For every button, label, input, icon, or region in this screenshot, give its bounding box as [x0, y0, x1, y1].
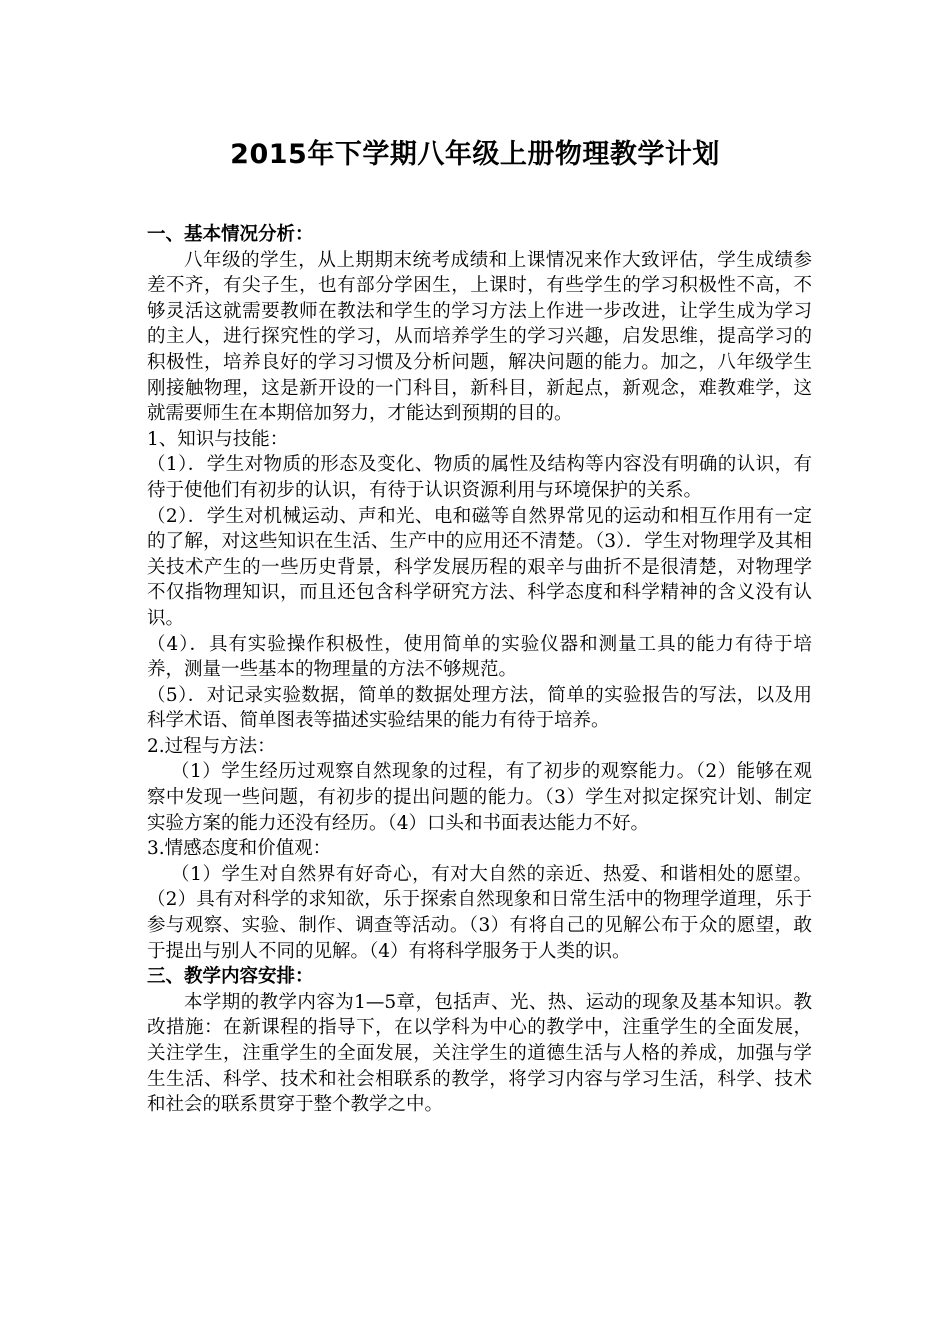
knowledge-item-5: （5）．对记录实验数据，简单的数据处理方法，简单的实验报告的写法，以及用科学术语、简单图表等描述实验结果的能力有待于培养。	[147, 684, 812, 732]
process-heading: 2.过程与方法：	[147, 735, 276, 757]
teaching-content-paragraph: 本学期的教学内容为1—5章，包括声、光、热、运动的现象及基本知识。教改措施：在新课程的指导下，在以学科为中心的教学中，注重学生的全面发展，关注学生，注重学生的全面发展，关注学生的道德生活与人格的养成，加强与学生生活、科学、技术和社会相联系的教学，将学习内容与学习生活，科学、技术和社会的联系贯穿于整个教学之中。	[147, 991, 812, 1116]
section-heading-basic-analysis: 一、基本情况分析：	[147, 224, 314, 245]
basic-analysis-paragraph: 八年级的学生，从上期期末统考成绩和上课情况来作大致评估，学生成绩参差不齐，有尖子生，也有部分学困生，上课时，有些学生的学习积极性不高，不够灵活这就需要教师在教法和学生的学习方法上作进一步改进，让学生成为学习的主人，进行探究性的学习，从而培养学生的学习兴趣，启发思维，提高学习的积极性，培养良好的学习习惯及分析问题，解决问题的能力。加之，八年级学生刚接触物理，这是新开设的一门科目，新科目，新起点，新观念，难教难学，这就需要师生在本期倍加努力，才能达到预期的目的。	[147, 249, 812, 425]
section-heading-teaching-content: 三、教学内容安排：	[147, 966, 314, 988]
document-body	[147, 222, 812, 1118]
process-paragraph: （1）学生经历过观察自然现象的过程，有了初步的观察能力。（2）能够在观察中发现一些问题，有初步的提出问题的能力。（3）学生对拟定探究计划、制定实验方案的能力还没有经历。（4）口头和书面表达能力不好。	[147, 761, 812, 834]
knowledge-item-1: （1）．学生对物质的形态及变化、物质的属性及结构等内容没有明确的认识，有待于使他们有初步的认识，有待于认识资源利用与环境保护的关系。	[147, 454, 812, 501]
attitude-paragraph: （1）学生对自然界有好奇心，有对大自然的亲近、热爱、和谐相处的愿望。（2）具有对科学的求知欲，乐于探索自然现象和日常生活中的物理学道理，乐于参与观察、实验、制作、调查等活动。（3）有将自己的见解公布于众的愿望，敢于提出与别人不同的见解。（4）有将科学服务于人类的识。	[147, 863, 812, 962]
knowledge-item-2: （2）．学生对机械运动、声和光、电和磁等自然界常见的运动和相互作用有一定的了解，对这些知识在生活、生产中的应用还不清楚。（3）．学生对物理学及其相关技术产生的一些历史背景，科学发展历程的艰辛与曲折不是很清楚，对物理学不仅指物理知识，而且还包含科学研究方法、科学态度和科学精神的含义没有认识。	[147, 505, 812, 629]
knowledge-item-4: （4）．具有实验操作积极性，使用简单的实验仪器和测量工具的能力有待于培养，测量一些基本的物理量的方法不够规范。	[147, 633, 812, 681]
attitude-heading: 3.情感态度和价值观：	[147, 838, 332, 860]
document-title: 2015年下学期八年级上册物理教学计划	[230, 139, 720, 170]
knowledge-heading: 1、知识与技能：	[147, 428, 289, 450]
